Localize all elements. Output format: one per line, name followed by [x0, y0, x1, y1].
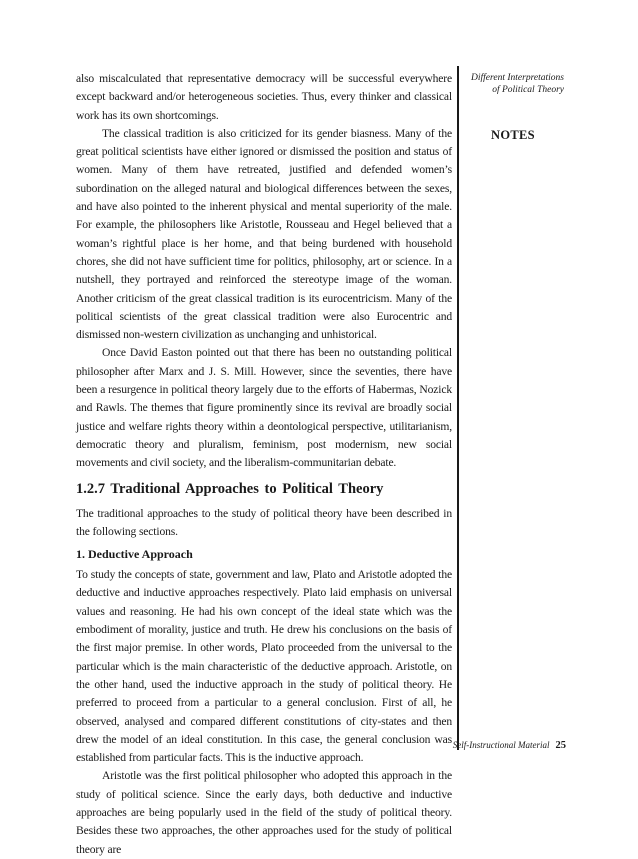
running-chapter-title: Different Interpretations of Political Theory	[471, 73, 564, 95]
notes-label: NOTES	[491, 128, 535, 142]
paragraph: Aristotle was the first political philosopher who adopted this approach in the study of political science. Since the early days, both deductive and inductive approaches are being popularly used in the field of the study of political theory. Besides these two approaches, the other approaches used for the study of political theory are	[76, 769, 452, 856]
paragraph: also miscalculated that representative democracy will be successful everywhere except backward and/or heterogeneous societies. Thus, every thinker and classical work has its own shortcomings.	[76, 72, 452, 122]
margin-divider-line	[457, 66, 459, 750]
section-heading: 1.2.7 Traditional Approaches to Political Theory	[76, 480, 384, 497]
page-footer	[420, 740, 566, 751]
paragraph: Once David Easton pointed out that there has been no outstanding political philosopher after Marx and J. S. Mill. However, since the seventies, there have been a resurgence in political theory largely due to the efforts of Habermas, Nozick and Rawls. The themes that figure prominently since its revival are broadly social justice and welfare rights theory within a deontological perspective, utilitarianism, democratic theory and pluralism, feminism, post modernism, new social movements and civil society, and the liberalism-communitarian debate.	[76, 346, 452, 470]
page-number: 25	[555, 740, 566, 751]
subsection-heading: 1. Deductive Approach	[76, 547, 193, 562]
paragraph: The traditional approaches to the study of political theory have been described in the following sections.	[76, 506, 452, 538]
main-text-column	[76, 70, 452, 859]
footer-label: Self-Instructional Material	[452, 740, 550, 750]
paragraph: To study the concepts of state, government and law, Plato and Aristotle adopted the deductive and inductive approaches respectively. Plato laid emphasis on universal values and reasoning. He had his own concept of the ideal state which was the embodiment of morality, justice and truth. He drew his conclusions on the basis of the first major premise. In other words, Plato proceeded from the universal to the particular which is the main characteristic of the deductive approach. Aristotle, on the other hand, used the inductive approach in the study of political theory. He preferred to proceed from a particular to a general conclusion. First of all, he observed, analysed and compared different constitutions of city-states and then drew the model of an ideal constitution. In this case, the general conclusion was established from particular facts. This is the inductive approach.	[76, 568, 452, 765]
paragraph: The classical tradition is also criticized for its gender biasness. Many of the great political scientists have either ignored or dismissed the position and status of women. Many of them have retreated, justified and defended women’s subordination on the alleged natural and biological differences between the sexes, and have also pointed to the inherent physical and mental superiority of the male. For example, the philosophers like Aristotle, Rousseau and Hegel believed that a woman’s rightful place is her home, and that being burdened with household chores, she did not have sufficient time for politics, philosophy, art or science. In a nutshell, they portrayed and reinforced the stereotype image of the woman. Another criticism of the great classical tradition is its eurocentricism. Many of the political scientists of the great classical tradition were also Eurocentric and dismissed non-western civilization as unchanging and unhistorical.	[76, 126, 452, 342]
